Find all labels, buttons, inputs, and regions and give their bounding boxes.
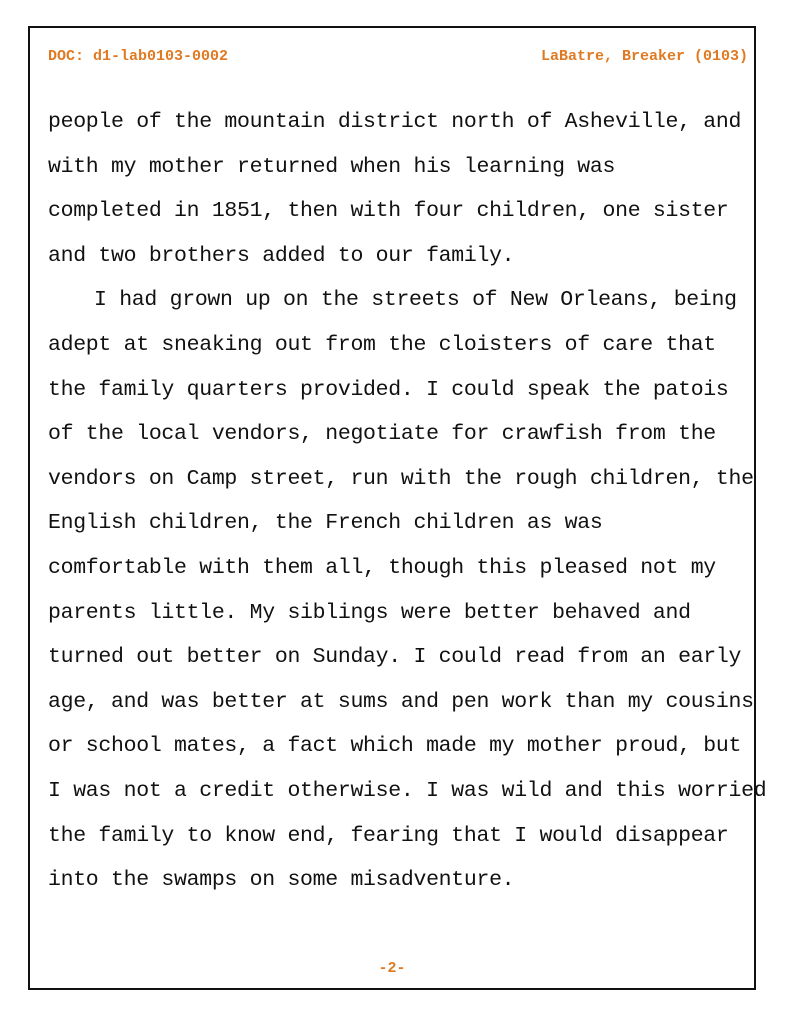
text-line: of the local vendors, negotiate for crawfish from the: [48, 422, 716, 447]
text-line: or school mates, a fact which made my mother proud, but: [48, 734, 742, 759]
page-number: -2-: [378, 960, 406, 977]
document-body: [48, 100, 767, 903]
document-author: LaBatre, Breaker (0103): [540, 48, 748, 65]
text-line: into the swamps on some misadventure.: [48, 868, 515, 893]
document-id: DOC: d1-lab0103-0002: [48, 48, 229, 65]
document-header: [48, 48, 748, 68]
text-line: with my mother returned when his learning was: [48, 154, 616, 179]
text-line: vendors on Camp street, run with the rough children, the: [48, 466, 754, 491]
text-line: and two brothers added to our family.: [48, 243, 515, 268]
text-line: turned out better on Sunday. I could read from an early: [48, 645, 742, 670]
text-line: English children, the French children as was: [48, 511, 603, 536]
text-line: the family to know end, fearing that I would disappear: [48, 823, 729, 848]
paragraph-start-line: I had grown up on the streets of New Orleans, being: [94, 288, 737, 313]
text-line: age, and was better at sums and pen work than my cousins: [48, 689, 754, 714]
document-page: [28, 26, 767, 990]
text-line: completed in 1851, then with four children, one sister: [48, 199, 729, 224]
text-line: I was not a credit otherwise. I was wild and this worried: [48, 778, 767, 803]
text-line: parents little. My siblings were better behaved and: [48, 600, 691, 625]
text-line: people of the mountain district north of Asheville, and: [48, 110, 742, 134]
text-line: the family quarters provided. I could speak the patois: [48, 377, 729, 402]
text-line: comfortable with them all, though this pleased not my: [48, 555, 716, 580]
text-line: adept at sneaking out from the cloisters of care that: [48, 332, 716, 357]
